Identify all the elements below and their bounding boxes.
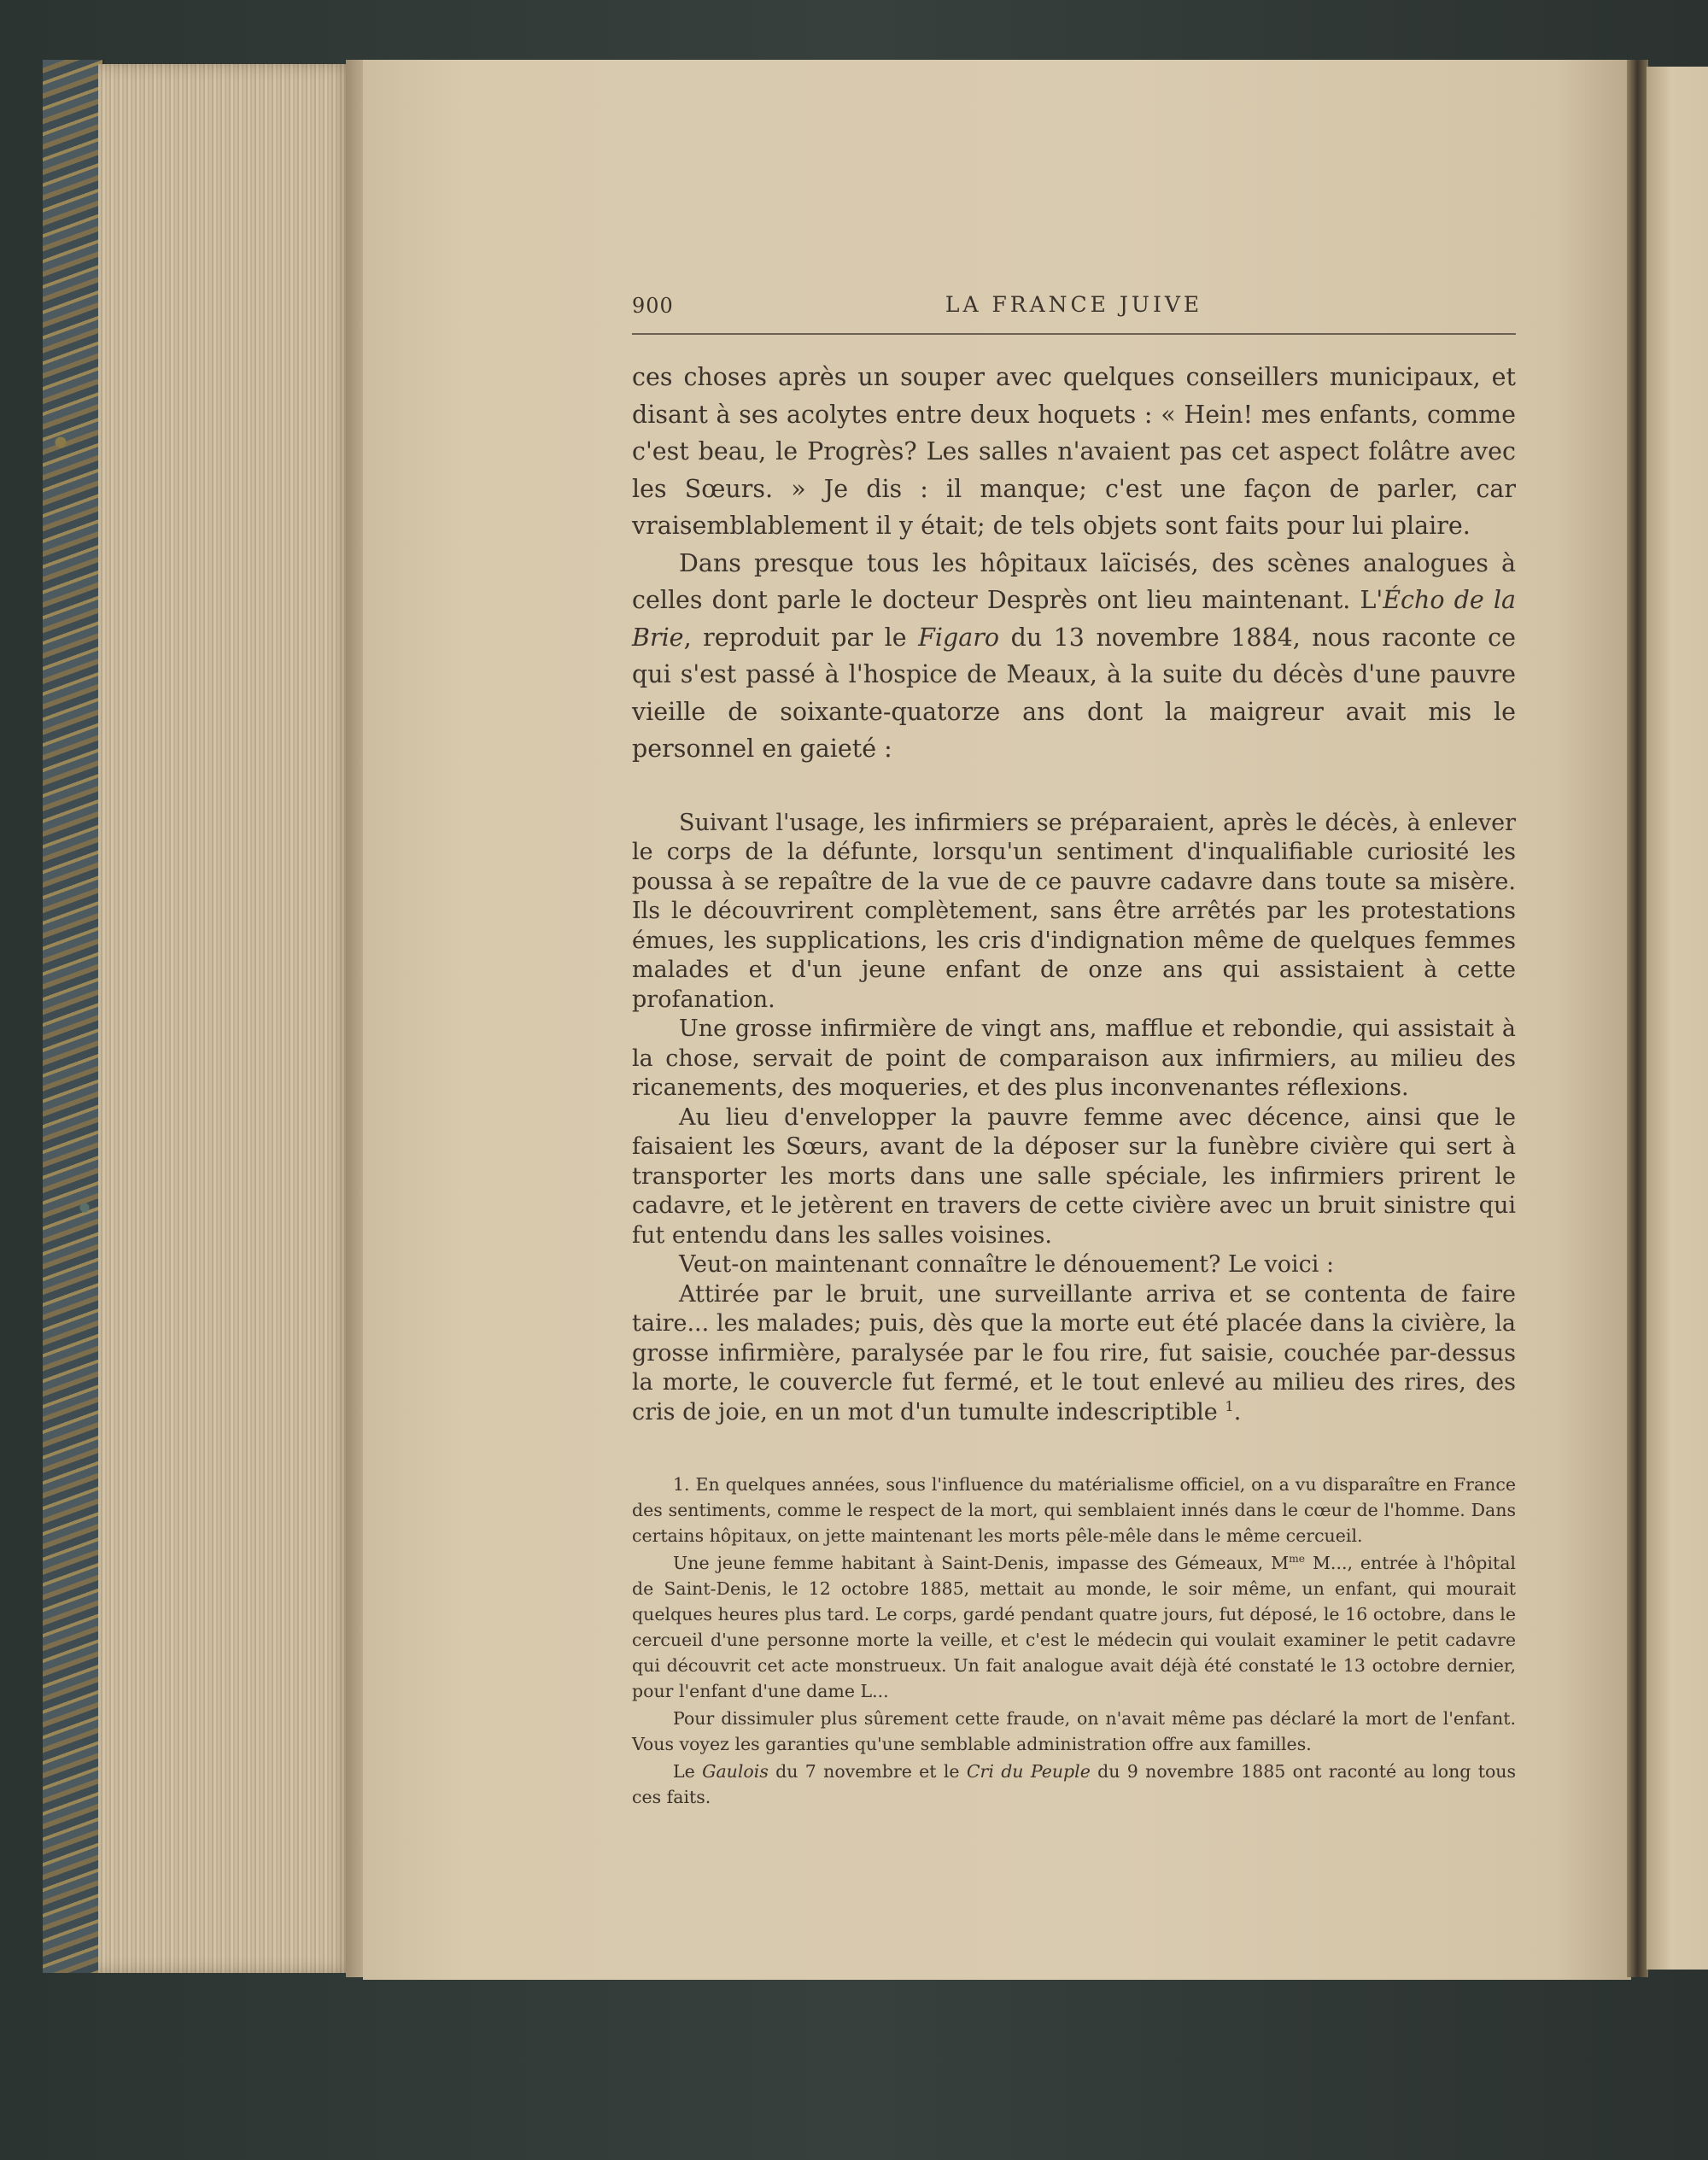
gaulois-title: Gaulois [702,1761,769,1782]
echo-de-la-brie-title: Écho de la Brie [632,586,1516,652]
quote-paragraph: Veut-on maintenant connaître le dénouement? Le voici : [679,1251,1335,1278]
page-stack-edge [98,64,354,1973]
footnote: Le Gaulois du 7 novembre et le Cri du Peuple du 9 novembre 1885 ont raconté au long tous ces faits. [632,1761,1517,1807]
spine-shadow [1627,60,1648,1977]
footnote: Une jeune femme habitant à Saint-Denis, impasse des Gémeaux, $M^{me}$ M..., entrée à l'hôpital de Saint-Denis, le 12 octobre 1885, mettait au monde, le soir même, un enfant, qui mourait quelques heures plus tard. Le corps, gardé pendant quatre jours, fut déposé, le 16 octobre, dans le cercueil d'une personne morte la veille, et c'est le médecin qui voulait examiner le petit cadavre qui découvrit cet acte monstrueux. Un fait analogue avait déjà été constaté le 13 octobre dernier, pour l'enfant d'une dame L... [632,1553,1516,1701]
text-block [632,290,1516,1810]
body-paragraph: ces choses après un souper avec quelques conseillers municipaux, et disant à ses acolytes entre deux hoquets : « Hein! mes enfants, comme c'est beau, le Progrès? Les salles n'avaient pas cet aspect folâtre avec les Sœurs. » Je dis : il manque; c'est une façon de parler, car vraisemblablement il y était; de tels objets sont faits pour lui plaire. [632,363,1516,540]
footnote: 1. En quelques années, sous l'influence du matérialisme officiel, on a vu disparaître en France des sentiments, comme le respect de la mort, qui semblaient innés dans le cœur de l'homme. Dans certains hôpitaux, on jette maintenant les morts pêle-mêle dans le même cercueil. [632,1474,1516,1546]
quoted-passage [632,809,1516,1428]
body-text [632,359,1516,768]
cri-du-peuple-title: Cri du Peuple [966,1761,1091,1782]
quote-paragraph: Au lieu d'envelopper la pauvre femme avec décence, ainsi que le faisaient les Sœurs, avant de la déposer sur la funèbre civière qui sert à transporter les morts dans une salle spéciale, les infirmiers prirent le cadavre, et le jetèrent en travers de cette civière avec un bruit sinistre qui fut entendu dans les salles voisines. [632,1103,1516,1249]
figaro-title: Figaro [918,623,1000,652]
footnote: Pour dissimuler plus sûrement cette fraude, on n'avait même pas déclaré la mort de l'enfant. Vous voyez les garanties qu'une semblable administration offre aux familles. [632,1708,1516,1754]
quote-paragraph: Suivant l'usage, les infirmiers se préparaient, après le décès, à enlever le corps de la défunte, lorsqu'un sentiment d'inqualifiable curiosité les poussa à se repaître de la vue de ce pauvre cadavre dans toute sa misère. Ils le découvrirent complètement, sans être arrêtés par les protestations émues, les supplications, les cris d'indignation même de quelques femmes malades et d'un jeune enfant de onze ans qui assistaient à cette profanation. [632,809,1516,1013]
marbled-cover-edge [43,60,104,1973]
quote-paragraph: Une grosse infirmière de vingt ans, mafflue et rebondie, qui assistait à la chose, servait de point de comparaison aux infirmiers, au milieu des ricanements, des moqueries, et des plus inconvenantes réflexions. [632,1016,1516,1101]
running-title: LA FRANCE JUIVE [945,292,1203,317]
footnote-marker: 1 [1225,1397,1234,1414]
footnotes [632,1472,1516,1810]
running-head [632,290,1516,335]
facing-page-edge [1647,67,1708,1970]
quote-paragraph: Attirée par le bruit, une surveillante arriva et se contenta de faire taire... les malades; puis, dès que la morte eut été placée dans la civière, la grosse infirmière, paralysée par le fou rire, fut saisie, couchée par-dessus la morte, le couvercle fut fermé, et le tout enlevé au milieu des rires, des cris de joie, en un mot d'un tumulte indescriptible $^1$. [632,1280,1516,1425]
body-paragraph: Dans presque tous les hôpitaux laïcisés, des scènes analogues à celles dont parle le docteur Desprès ont lieu maintenant. L'Écho de la Brie, reproduit par le Figaro du 13 novembre 1884, nous raconte ce qui s'est passé à l'hospice de Meaux, à la suite du décès d'une pauvre vieille de soixante-quatorze ans dont la maigreur avait mis le personnel en gaieté : [632,548,1517,763]
page-number: 900 [632,294,674,318]
